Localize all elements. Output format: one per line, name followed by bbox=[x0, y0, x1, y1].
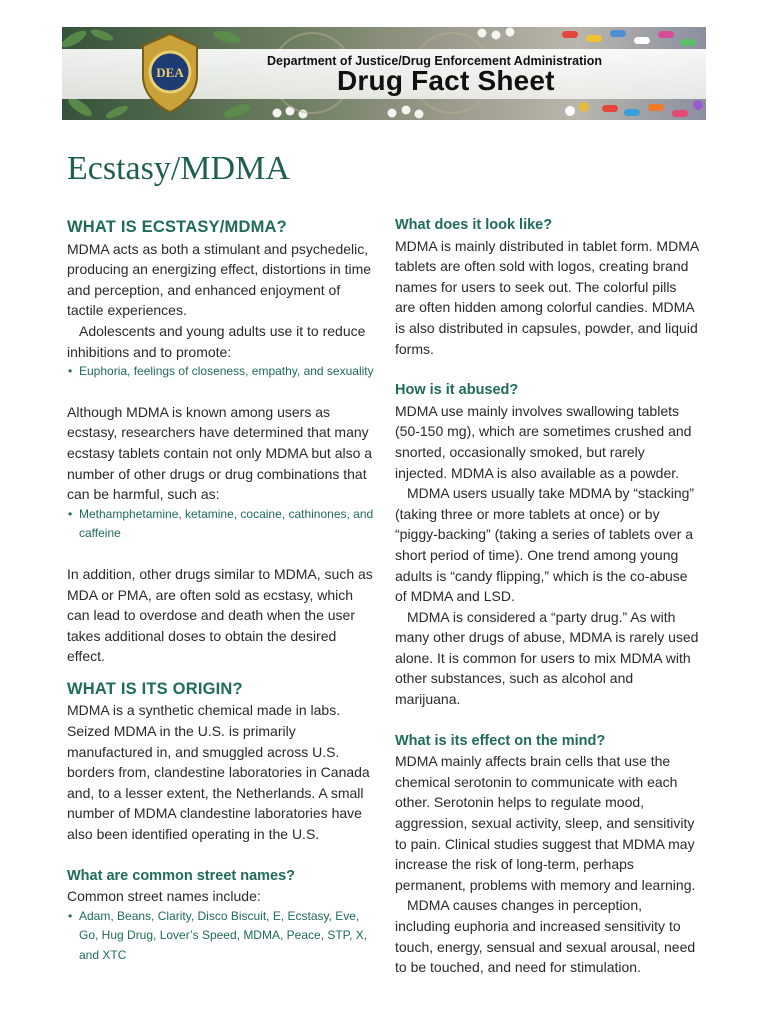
paragraph: MDMA causes changes in perception, including euphoria and increased sensitivity to touch, energy, sensual and sexual arousal, need to be touched, and need for stimulation. bbox=[395, 897, 696, 976]
paragraph: Adolescents and young adults use it to reduce inhibitions and to promote: bbox=[67, 322, 366, 360]
heading-look: What does it look like? bbox=[395, 217, 553, 233]
header-banner bbox=[62, 27, 706, 120]
heading-what-is: WHAT IS ECSTASY/MDMA? bbox=[67, 218, 287, 236]
bullet-item: • Adam, Beans, Clarity, Disco Biscuit, E, Ecstasy, Eve, Go, Hug Drug, Lover’s Speed, MDMA, Peace, STP, X, and XTC bbox=[67, 907, 377, 966]
paragraph: MDMA mainly affects brain cells that use the chemical serotonin to communicate with each other. Serotonin helps to regulate mood, aggression, sexual activity, sleep, and sensitivity to pain. Clinical studies suggest that MDMA may increase the risk of long-term, perhaps permanent, problems with memory and learning. bbox=[395, 753, 696, 893]
paragraph: MDMA is a synthetic chemical made in labs. Seized MDMA in the U.S. is primarily manufactured in, and smuggled across U.S. borders from, clandestine laboratories in Canada and, to a lesser extent, the Netherlands. A small number of MDMA clandestine laboratories have also been identified operating in the U.S. bbox=[67, 702, 370, 843]
heading-abused: How is it abused? bbox=[395, 382, 519, 399]
heading-origin: WHAT IS ITS ORIGIN? bbox=[67, 679, 243, 698]
paragraph: MDMA acts as both a stimulant and psychedelic, producing an energizing effect, distortions in time and perception, and enhanced enjoyment of tactile experiences. bbox=[67, 240, 372, 319]
heading-street-names: What are common street names? bbox=[67, 867, 296, 884]
dea-badge-logo bbox=[137, 32, 203, 114]
bullet-item: • Euphoria, feelings of closeness, empathy, and sexuality bbox=[67, 362, 377, 382]
banner-title: Drug Fact Sheet bbox=[337, 65, 555, 96]
paragraph: MDMA is mainly distributed in tablet form. MDMA tablets are often sold with logos, creating brand names for users to seek out. The colorful pills are often hidden among colorful candies. MDMA is also distributed in capsules, powder, and liquid forms. bbox=[395, 237, 699, 357]
left-column bbox=[67, 215, 377, 966]
page-title: Ecstasy/MDMA bbox=[67, 150, 290, 187]
paragraph: MDMA is considered a “party drug.” As with many other drugs of abuse, MDMA is rarely used alone. It is common for users to mix MDMA with other substances, such as alcohol and marijuana. bbox=[395, 608, 699, 708]
paragraph: Common street names include: bbox=[67, 888, 261, 905]
paragraph: In addition, other drugs similar to MDMA, such as MDA or PMA, are often sold as ecstasy, which can lead to overdose and death when the user takes additional doses to obtain the desired effect. bbox=[67, 565, 373, 665]
paragraph: MDMA users usually take MDMA by “stacking” (taking three or more tablets at once) or by “piggy-backing” (taking a series of tablets over a short period of time). One trend among young adults is “candy flipping,” which is the co-abuse of MDMA and LSD. bbox=[395, 485, 695, 605]
seal-text: DEA bbox=[156, 65, 184, 80]
paragraph: Although MDMA is known among users as ecstasy, researchers have determined that many ecstasy tablets contain not only MDMA but also a number of other drugs or drug combinations that can be harmful, such as: bbox=[67, 403, 373, 503]
right-column bbox=[395, 215, 700, 978]
paragraph: MDMA use mainly involves swallowing tablets (50-150 mg), which are sometimes crushed and snorted, occasionally smoked, but rarely injected. MDMA is also available as a powder. bbox=[395, 402, 692, 481]
bullet-item: • Methamphetamine, ketamine, cocaine, cathinones, and caffeine bbox=[67, 505, 377, 544]
heading-mind: What is its effect on the mind? bbox=[395, 732, 606, 749]
organization-name: Department of Justice/Drug Enforcement Administration bbox=[267, 54, 602, 68]
